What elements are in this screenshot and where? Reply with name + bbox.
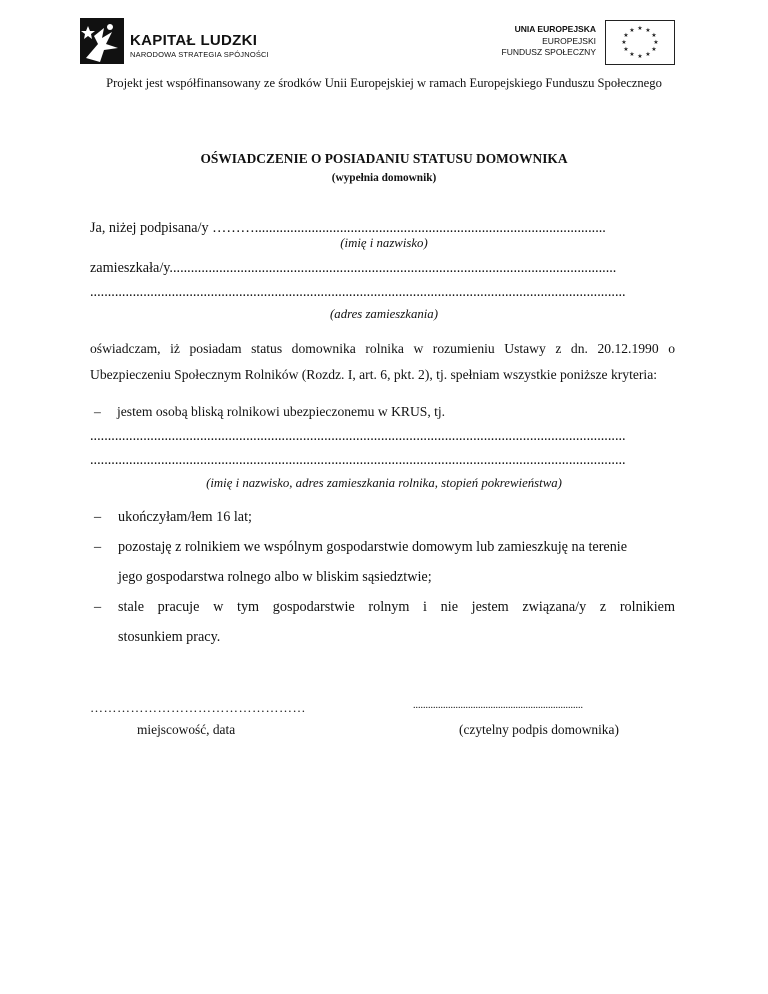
eu-label-european: EUROPEJSKI [542,36,596,46]
svg-text:★: ★ [651,46,657,53]
farmer-field-line-2[interactable]: ....................................................................................................................................................... [90,452,626,468]
dash-marker: – [94,509,102,525]
address-field-line-2[interactable]: ....................................................................................................................................................... [90,284,626,300]
eu-label-social-fund: FUNDUSZ SPOŁECZNY [501,47,596,57]
svg-text:★: ★ [637,25,643,32]
farmer-caption: (imię i nazwisko, adres zamieszkania rolnika, stopień pokrewieństwa) [206,476,562,490]
signature-label: (czytelny podpis domownika) [459,722,619,737]
criterion-household-cont: jego gospodarstwa rolnego albo w bliskim sąsiedztwie; [118,569,432,585]
svg-text:★: ★ [645,27,651,34]
signature-field[interactable]: .................................................................... [413,700,583,711]
criterion-work-cont: stosunkiem pracy. [118,629,221,645]
criterion-close-person: jestem osobą bliską rolnikowi ubezpieczonemu w KRUS, tj. [117,404,446,419]
svg-text:★: ★ [629,27,635,34]
dash-marker: – [94,599,102,615]
place-date-label: miejscowość, data [137,722,236,737]
kapital-ludzki-subtitle: NARODOWA STRATEGIA SPÓJNOŚCI [130,50,269,59]
svg-text:★: ★ [629,51,635,58]
svg-text:★: ★ [651,32,657,39]
svg-text:★: ★ [645,51,651,58]
name-field-line[interactable]: Ja, niżej podpisana/y ………................................................................................................... [90,220,606,236]
address-caption: (adres zamieszkania) [330,307,438,321]
cofinancing-note: Projekt jest współfinansowany ze środków Unii Europejskiej w ramach Europejskiego Funduszu Społecznego [106,76,662,90]
statement-paragraph: oświadczam, iż posiadam status domownika rolnika w rozumieniu Ustawy z dn. 20.12.1990 o Ubezpieczeniu Społecznym Rolników (Rozdz. I, art. 6, pkt. 2), tj. spełniam wszystkie poniższe kryteria: [90,341,675,382]
address-field-line-1[interactable]: zamieszkała/y.............................................................................................................................. [90,260,617,276]
dash-marker: – [94,404,101,419]
place-date-field[interactable]: ………………………………………… [90,700,306,715]
kapital-ludzki-title: KAPITAŁ LUDZKI [130,32,258,49]
document-title: OŚWIADCZENIE O POSIADANIU STATUSU DOMOWNIKA [200,151,568,166]
farmer-field-line-1[interactable]: ....................................................................................................................................................... [90,428,626,444]
criterion-age: ukończyłam/łem 16 lat; [118,509,252,525]
eu-flag-icon [605,20,675,65]
eu-label-union: UNIA EUROPEJSKA [514,24,596,34]
svg-text:★: ★ [653,39,659,46]
criterion-household: pozostaję z rolnikiem we wspólnym gospodarstwie domowym lub zamieszkuję na terenie [118,539,628,555]
svg-text:★: ★ [637,53,643,60]
svg-text:★: ★ [623,46,629,53]
svg-text:★: ★ [621,39,627,46]
svg-text:★: ★ [623,32,629,39]
name-caption: (imię i nazwisko) [340,236,428,250]
dash-marker: – [94,539,102,555]
criterion-work: stale pracuje w tym gospodarstwie rolnym i nie jestem związana/y z rolnikiem [118,599,675,615]
document-subtitle: (wypełnia domownik) [331,172,437,184]
